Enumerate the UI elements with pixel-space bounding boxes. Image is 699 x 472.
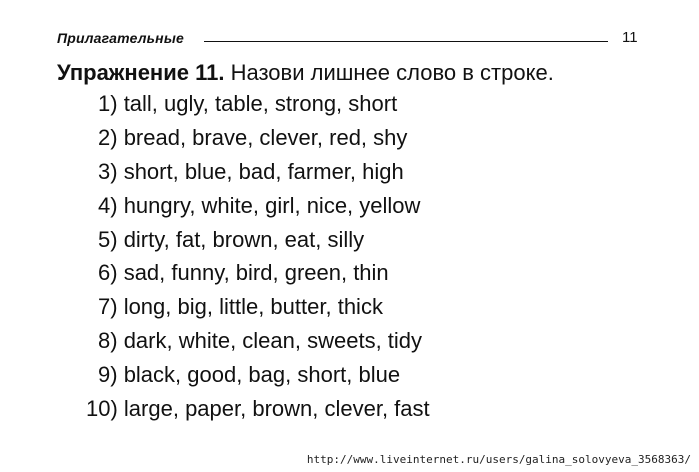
list-item [86, 395, 430, 423]
item-text: short, blue, bad, farmer, high [123, 159, 404, 184]
item-number: 10) [86, 396, 118, 421]
item-text: long, big, little, butter, thick [123, 294, 383, 319]
item-number: 1) [98, 91, 118, 116]
item-number: 8) [98, 328, 118, 353]
list-item [98, 259, 389, 287]
item-number: 5) [98, 227, 118, 252]
item-number: 9) [98, 362, 118, 387]
item-text: large, paper, brown, clever, fast [123, 396, 430, 421]
exercise-instruction: Назови лишнее слово в строке. [230, 60, 554, 85]
list-item [98, 192, 420, 220]
exercise-label: Упражнение 11. [57, 60, 225, 85]
item-text: dark, white, clean, sweets, tidy [123, 328, 423, 353]
item-text: black, good, bag, short, blue [123, 362, 401, 387]
item-number: 3) [98, 159, 118, 184]
item-number: 6) [98, 260, 118, 285]
item-number: 7) [98, 294, 118, 319]
header-rule [204, 41, 608, 42]
list-item [98, 327, 422, 355]
item-text: tall, ugly, table, strong, short [123, 91, 398, 116]
section-title: Прилагательные [57, 30, 184, 46]
item-text: sad, funny, bird, green, thin [123, 260, 389, 285]
watermark-url: http://www.liveinternet.ru/users/galina_solovyeva_3568363/ [306, 453, 691, 466]
item-number: 2) [98, 125, 118, 150]
page-number: 11 [622, 29, 638, 46]
list-item [98, 124, 407, 152]
item-text: hungry, white, girl, nice, yellow [123, 193, 421, 218]
item-number: 4) [98, 193, 118, 218]
item-text: bread, brave, clever, red, shy [123, 125, 408, 150]
list-item [98, 293, 383, 321]
list-item [98, 90, 397, 118]
exercise-heading [57, 58, 554, 88]
list-item [98, 158, 404, 186]
list-item [98, 361, 400, 389]
item-text: dirty, fat, brown, eat, silly [123, 227, 365, 252]
list-item [98, 226, 364, 254]
page-header [57, 30, 657, 52]
